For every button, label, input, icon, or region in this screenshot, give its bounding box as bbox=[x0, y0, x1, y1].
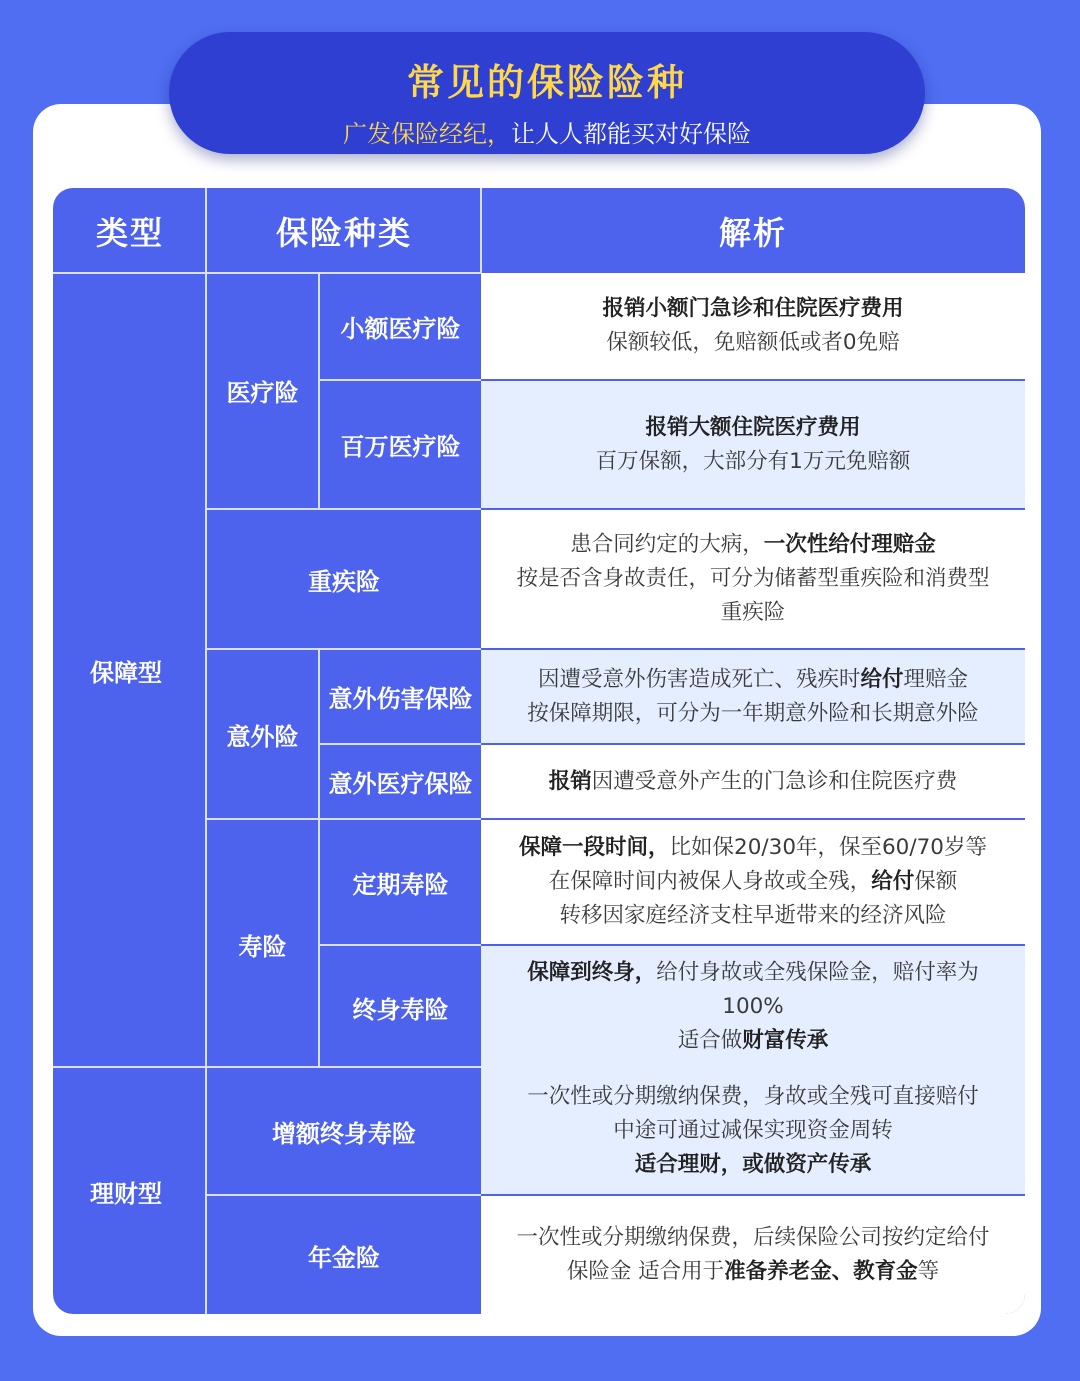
group-life: 寿险 bbox=[238, 932, 287, 961]
category-finance: 理财型 bbox=[90, 1179, 162, 1208]
desc-whole-life-l3a: 适合做 bbox=[677, 1028, 743, 1053]
divider bbox=[318, 650, 320, 1068]
desc-annuity-l2c: 等 bbox=[917, 1259, 940, 1284]
desc-accident-medical bbox=[481, 745, 1025, 818]
group-accident: 意外险 bbox=[226, 722, 299, 751]
desc-million-medical-bold: 报销大额住院医疗费用 bbox=[645, 414, 861, 440]
title-banner bbox=[169, 32, 925, 154]
desc-annuity-line1: 一次性或分期缴纳保费，后续保险公司按约定给付 bbox=[516, 1225, 990, 1250]
desc-term-life-line3: 转移因家庭经济支柱早逝带来的经济风险 bbox=[559, 903, 947, 928]
subtitle-brand: 广发保险经纪， bbox=[343, 120, 511, 148]
subtitle-slogan: 让人人都能买对好保险 bbox=[511, 120, 751, 148]
desc-accident-injury-l1a: 因遭受意外伤害造成死亡、残疾时 bbox=[537, 666, 861, 692]
desc-increasing-life bbox=[481, 1068, 1025, 1194]
insurance-table bbox=[53, 188, 1025, 1314]
divider bbox=[320, 944, 481, 946]
desc-small-medical-bold: 报销小额门急诊和住院医疗费用 bbox=[602, 296, 904, 321]
desc-whole-life-l3bold: 财富传承 bbox=[742, 1028, 829, 1053]
subtype-small-medical: 小额医疗险 bbox=[340, 314, 461, 343]
subtype-term-life: 定期寿险 bbox=[352, 870, 449, 899]
desc-term-life-rest: 比如保20/30年，保至60/70岁等 bbox=[669, 835, 987, 860]
desc-million-medical bbox=[481, 381, 1025, 508]
desc-term-life-l2c: 保额 bbox=[914, 869, 958, 894]
subtype-accident-injury: 意外伤害保险 bbox=[328, 685, 473, 713]
desc-accident-injury bbox=[481, 650, 1025, 743]
desc-whole-life-rest: 给付身故或全残保险金，赔付率为 bbox=[656, 960, 979, 985]
divider bbox=[320, 379, 481, 381]
desc-critical-line3: 重疾险 bbox=[720, 600, 786, 625]
header-kind: 保险种类 bbox=[275, 213, 412, 252]
desc-critical bbox=[481, 510, 1025, 648]
divider bbox=[207, 1194, 481, 1196]
desc-increasing-life-line2: 中途可通过减保实现资金周转 bbox=[613, 1118, 893, 1143]
desc-annuity-l2a: 保险金 适合用于 bbox=[566, 1259, 725, 1284]
divider bbox=[318, 273, 320, 508]
page-subtitle bbox=[169, 114, 925, 149]
group-annuity: 年金险 bbox=[308, 1243, 380, 1272]
desc-whole-life-line2: 100% bbox=[722, 994, 784, 1019]
divider bbox=[207, 818, 481, 820]
divider bbox=[480, 188, 482, 273]
divider bbox=[207, 648, 481, 650]
desc-term-life-l2bold: 给付 bbox=[871, 869, 915, 894]
desc-accident-injury-line2: 按保障期限，可分为一年期意外险和长期意外险 bbox=[527, 700, 979, 726]
divider bbox=[53, 1066, 481, 1068]
category-protection: 保障型 bbox=[90, 659, 162, 687]
desc-critical-line2: 按是否含身故责任，可分为储蓄型重疾险和消费型 bbox=[516, 566, 990, 591]
desc-accident-injury-bold: 给付 bbox=[860, 666, 904, 692]
header-type: 类型 bbox=[95, 213, 164, 252]
divider bbox=[205, 188, 207, 1314]
desc-critical-bold: 一次性给付理赔金 bbox=[763, 532, 936, 557]
desc-accident-medical-bold: 报销 bbox=[548, 768, 592, 794]
divider bbox=[53, 272, 481, 274]
desc-annuity-bold: 准备养老金、教育金 bbox=[724, 1259, 918, 1284]
desc-increasing-life-bold: 适合理财，或做资产传承 bbox=[634, 1152, 872, 1177]
desc-term-life-l2a: 在保障时间内被保人身故或全残， bbox=[548, 869, 872, 894]
header-analysis: 解析 bbox=[718, 213, 787, 252]
group-increasing-life: 增额终身寿险 bbox=[272, 1119, 416, 1148]
group-medical: 医疗险 bbox=[226, 379, 299, 407]
group-critical: 重疾险 bbox=[308, 567, 380, 596]
subtype-whole-life: 终身寿险 bbox=[352, 995, 449, 1024]
desc-accident-medical-rest: 因遭受意外产生的门急诊和住院医疗费 bbox=[591, 768, 958, 794]
subtype-accident-medical: 意外医疗保险 bbox=[328, 770, 473, 798]
desc-whole-life bbox=[481, 946, 1025, 1068]
divider bbox=[207, 508, 481, 510]
desc-critical-l1a: 患合同约定的大病， bbox=[570, 532, 764, 557]
desc-accident-injury-l1c: 理赔金 bbox=[903, 666, 969, 692]
desc-million-medical-line2: 百万保额，大部分有1万元免赔额 bbox=[595, 448, 911, 474]
desc-small-medical-line2: 保额较低，免赔额低或者0免赔 bbox=[606, 330, 900, 355]
subtype-million-medical: 百万医疗险 bbox=[340, 433, 461, 461]
page-title: 常见的保险险种 bbox=[407, 61, 687, 104]
desc-small-medical bbox=[481, 273, 1025, 379]
desc-term-life bbox=[481, 820, 1025, 944]
divider bbox=[320, 743, 481, 745]
desc-increasing-life-line1: 一次性或分期缴纳保费，身故或全残可直接赔付 bbox=[527, 1084, 979, 1109]
desc-term-life-bold: 保障一段时间， bbox=[519, 835, 670, 860]
desc-annuity bbox=[481, 1196, 1025, 1314]
desc-whole-life-bold: 保障到终身， bbox=[527, 960, 657, 985]
